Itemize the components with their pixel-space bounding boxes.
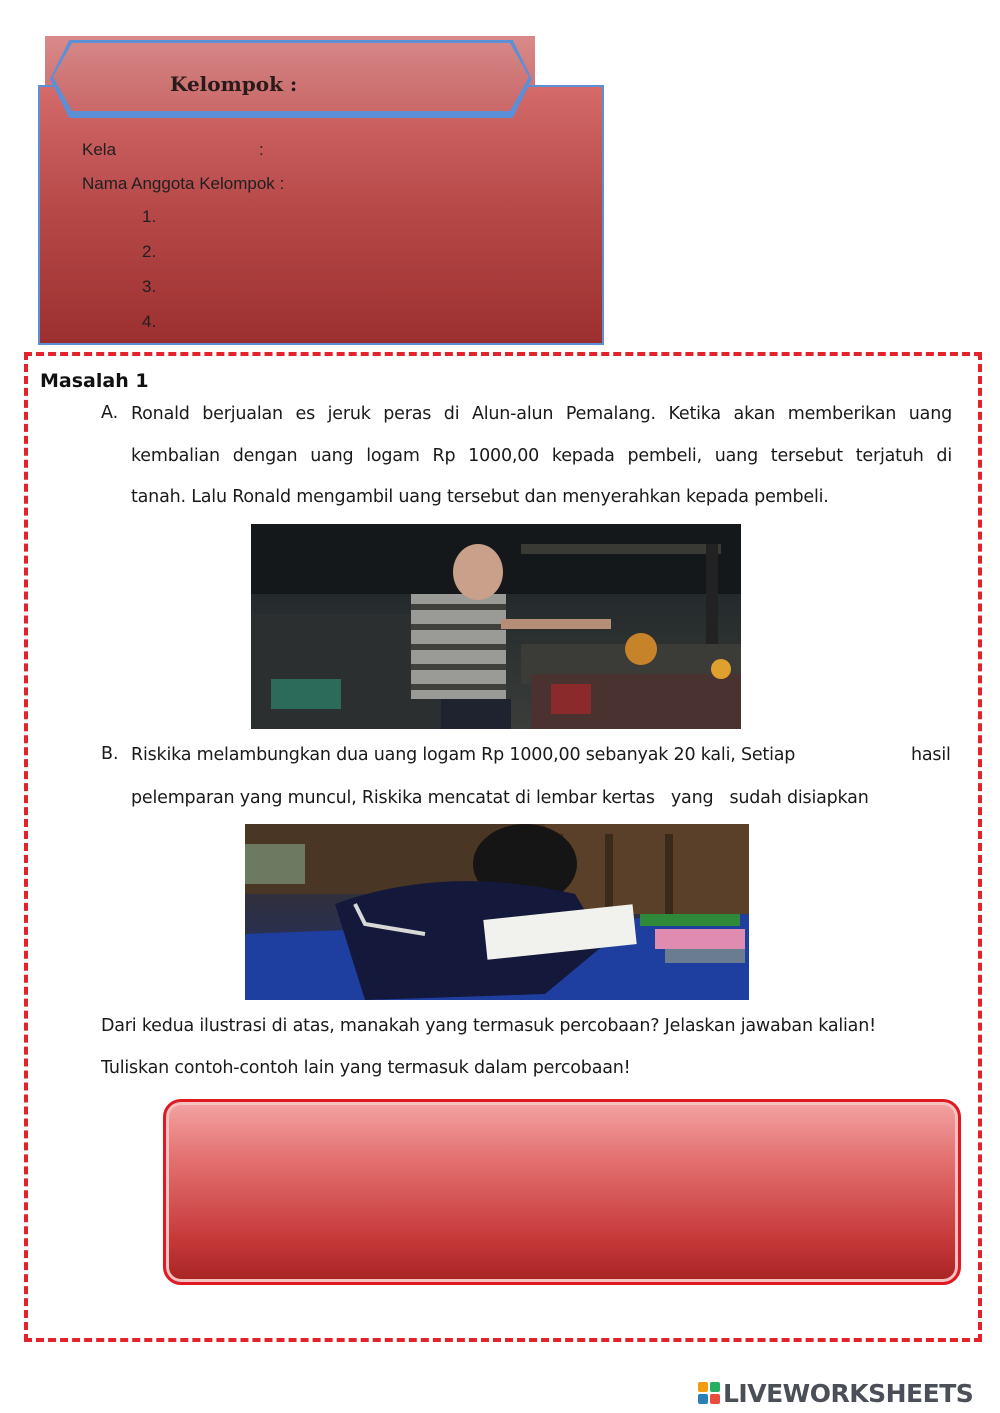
photo-ronald-selling-juice <box>251 524 741 729</box>
problem-title: Masalah 1 <box>40 370 149 392</box>
member-number: 2. <box>142 242 157 261</box>
liveworksheets-logo-icon <box>698 1382 720 1404</box>
group-title: Kelompok : <box>170 72 298 96</box>
photo-ronald-scene <box>251 524 741 729</box>
question-2: Tuliskan contoh-contoh lain yang termasuk dalam percobaan! <box>101 1058 631 1078</box>
item-a-marker: A. <box>101 403 119 423</box>
item-b-line-1-end: hasil <box>911 745 951 765</box>
liveworksheets-logo <box>698 1377 973 1409</box>
logo-text: LIVEWORKSHEETS <box>723 1378 974 1408</box>
members-label: Nama Anggota Kelompok : <box>82 174 285 193</box>
item-b-line-2: pelemparan yang muncul, Riskika mencatat di lembar kertas yang sudah disiapkan <box>131 788 869 808</box>
member-number: 3. <box>142 277 157 296</box>
item-a-line-1: Ronald berjualan es jeruk peras di Alun-alun Pemalang. Ketika akan memberikan uang <box>131 404 952 424</box>
member-number: 4. <box>142 312 157 331</box>
item-b-line-1: Riskika melambungkan dua uang logam Rp 1000,00 sebanyak 20 kali, Setiap <box>131 745 796 765</box>
class-label: Kela <box>82 140 117 159</box>
item-a-line-2: kembalian dengan uang logam Rp 1000,00 kepada pembeli, uang tersebut terjatuh di <box>131 446 952 466</box>
question-1: Dari kedua ilustrasi di atas, manakah yang termasuk percobaan? Jelaskan jawaban kalian! <box>101 1016 876 1036</box>
group-info-card <box>38 85 604 345</box>
photo-riskika-scene <box>245 824 749 1000</box>
member-number: 1. <box>142 207 157 226</box>
class-colon: : <box>259 140 264 159</box>
photo-riskika-writing <box>245 824 749 1000</box>
answer-input-box[interactable] <box>163 1099 961 1285</box>
item-b-marker: B. <box>101 744 119 764</box>
item-a-line-3: tanah. Lalu Ronald mengambil uang tersebut dan menyerahkan kepada pembeli. <box>131 487 829 507</box>
